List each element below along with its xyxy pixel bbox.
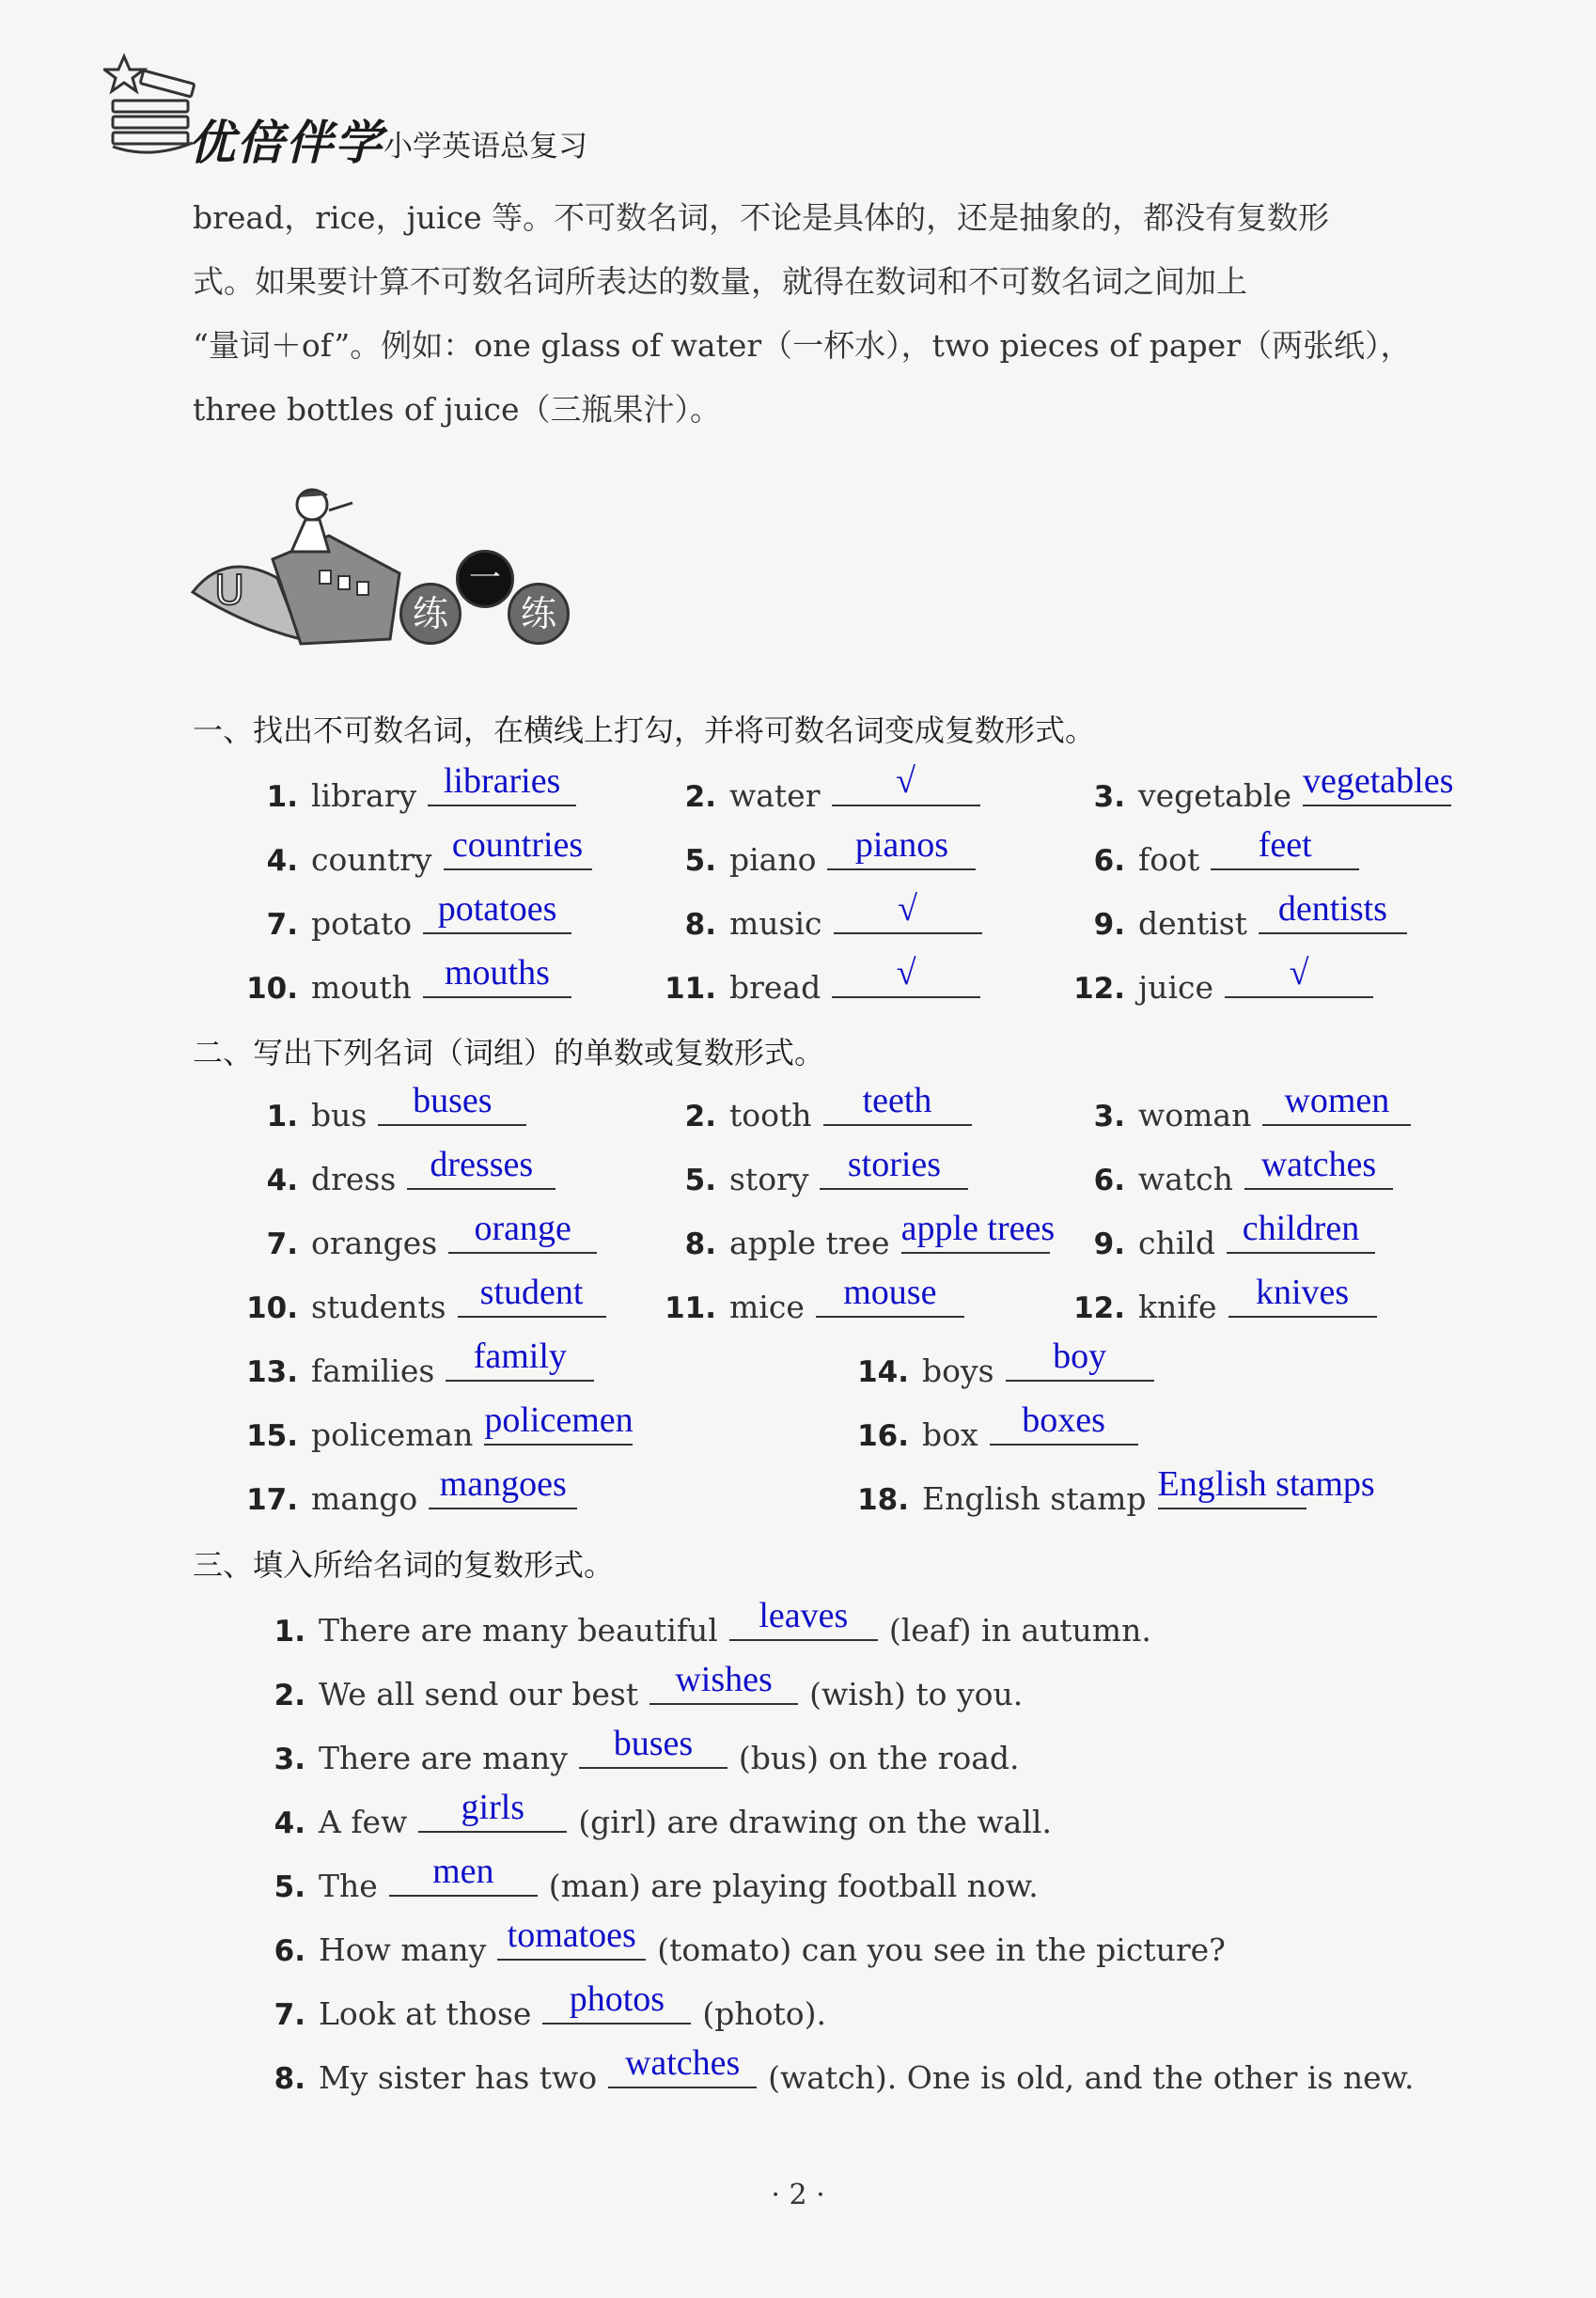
item-word: students	[311, 1289, 446, 1325]
sentence-item	[268, 1915, 1226, 1968]
handwritten-answer: leaves	[759, 1596, 849, 1635]
item-number: 18.	[857, 1483, 909, 1517]
exercise-item	[658, 1081, 972, 1133]
item-number: 8.	[274, 2062, 305, 2096]
handwritten-answer: √	[898, 889, 917, 929]
item-word: mice	[729, 1289, 805, 1325]
exercise-item	[240, 1464, 577, 1517]
item-number: 1.	[274, 1615, 305, 1649]
handwritten-answer: mouse	[843, 1273, 937, 1312]
sentence-item	[268, 1979, 827, 2032]
exercise-item	[851, 1337, 1154, 1389]
handwritten-answer: girls	[461, 1788, 525, 1827]
item-word: watch	[1138, 1161, 1233, 1197]
item-number: 12.	[1073, 972, 1125, 1006]
handwritten-answer: photos	[569, 1979, 665, 2019]
handwritten-answer: potatoes	[437, 889, 557, 929]
item-number: 16.	[857, 1419, 909, 1453]
answer-blank[interactable]	[378, 1081, 526, 1126]
item-number: 4.	[266, 1164, 298, 1197]
answer-blank[interactable]	[418, 1788, 567, 1833]
handwritten-answer: dresses	[430, 1145, 534, 1184]
answer-blank[interactable]	[579, 1724, 728, 1769]
handwritten-answer: wishes	[675, 1660, 773, 1699]
item-word: mouth	[311, 969, 412, 1006]
item-word: child	[1138, 1225, 1215, 1261]
handwritten-answer: men	[432, 1852, 494, 1891]
intro-line: bread，rice，juice 等。不可数名词，不论是具体的，还是抽象的，都没有复数形	[193, 199, 1330, 236]
exercise-item	[240, 1400, 634, 1453]
answer-blank[interactable]	[428, 761, 576, 806]
item-word: English stamp	[922, 1480, 1147, 1517]
intro-line: “量词＋of”。例如：one glass of water（一杯水），two pieces of paper（两张纸），	[193, 327, 1412, 364]
answer-blank[interactable]	[834, 889, 982, 934]
handwritten-answer: mouths	[444, 953, 550, 993]
exercise-item	[240, 1145, 555, 1197]
handwritten-answer: tomatoes	[507, 1915, 636, 1955]
answer-blank[interactable]	[608, 2043, 757, 2088]
answer-blank[interactable]	[832, 953, 980, 998]
exercise-item	[1067, 1081, 1411, 1133]
item-word: bus	[311, 1097, 368, 1133]
handwritten-answer: buses	[613, 1724, 694, 1763]
sentence-after: (tomato) can you see in the picture?	[657, 1931, 1226, 1968]
item-number: 7.	[274, 1998, 305, 2032]
item-number: 6.	[1093, 1164, 1125, 1197]
item-number: 7.	[266, 908, 298, 942]
sentence-item	[268, 1852, 1039, 1904]
intro-paragraph	[193, 186, 1490, 442]
item-number: 11.	[665, 972, 716, 1006]
item-word: potato	[311, 905, 413, 942]
svg-text:U: U	[214, 567, 245, 615]
answer-blank[interactable]	[423, 889, 571, 934]
exercise-item	[240, 825, 592, 878]
sentence-before: Look at those	[319, 1995, 532, 2032]
book-subtitle: 小学英语总复习	[383, 130, 587, 164]
sentence-item	[268, 1596, 1151, 1649]
pencil-star-logo-icon	[103, 49, 197, 162]
item-word: piano	[729, 841, 817, 878]
answer-blank[interactable]	[1157, 1464, 1375, 1509]
item-number: 8.	[684, 908, 716, 942]
exercise-item	[240, 1081, 526, 1133]
answer-blank[interactable]	[458, 1273, 606, 1318]
item-number: 4.	[274, 1806, 305, 1840]
item-number: 5.	[684, 1164, 716, 1197]
answer-blank[interactable]	[1262, 1081, 1411, 1126]
section-1-title: 一、找出不可数名词，在横线上打勾，并将可数名词变成复数形式。	[193, 712, 1096, 748]
item-number: 17.	[246, 1483, 298, 1517]
item-word: country	[311, 841, 432, 878]
handwritten-answer: boxes	[1022, 1400, 1105, 1440]
answer-blank[interactable]	[448, 1209, 597, 1254]
item-word: boys	[922, 1352, 994, 1389]
sentence-after: (wish) to you.	[809, 1676, 1024, 1712]
sentence-after: (leaf) in autumn.	[888, 1612, 1151, 1649]
handwritten-answer: feet	[1258, 825, 1312, 865]
handwritten-answer: watches	[1260, 1145, 1377, 1184]
answer-blank[interactable]	[446, 1337, 594, 1382]
banner-char-yi: 一	[456, 550, 514, 608]
handwritten-answer: student	[479, 1273, 584, 1312]
handwritten-answer: vegetables	[1302, 761, 1454, 801]
exercise-item	[1067, 1209, 1375, 1261]
item-number: 8.	[684, 1227, 716, 1261]
sentence-after: (watch). One is old, and the other is new.	[768, 2059, 1415, 2096]
item-word: bread	[729, 969, 821, 1006]
item-number: 2.	[684, 1100, 716, 1133]
section-3-title: 三、填入所给名词的复数形式。	[193, 1547, 615, 1583]
exercise-item	[240, 953, 571, 1006]
answer-blank[interactable]	[823, 1081, 972, 1126]
section-2-title: 二、写出下列名词（词组）的单数或复数形式。	[193, 1035, 825, 1071]
exercise-item	[658, 889, 982, 942]
handwritten-answer: countries	[451, 825, 584, 865]
handwritten-answer: pianos	[854, 825, 949, 865]
answer-blank[interactable]	[389, 1852, 538, 1897]
sentence-before: The	[319, 1868, 378, 1904]
exercise-item	[851, 1400, 1138, 1453]
answer-blank[interactable]	[649, 1660, 798, 1705]
item-word: apple tree	[729, 1225, 890, 1261]
handwritten-answer: √	[1289, 953, 1309, 993]
answer-blank[interactable]	[1259, 889, 1407, 934]
item-number: 3.	[274, 1743, 305, 1776]
banner-char-lian-2: 练	[508, 583, 570, 645]
item-number: 9.	[1093, 908, 1125, 942]
handwritten-answer: buses	[413, 1081, 493, 1120]
item-number: 1.	[266, 780, 298, 814]
item-number: 5.	[274, 1870, 305, 1904]
item-number: 13.	[246, 1355, 298, 1389]
page-number: · 2 ·	[771, 2179, 825, 2212]
answer-blank[interactable]	[444, 825, 592, 870]
handwritten-answer: boy	[1053, 1337, 1107, 1376]
item-number: 10.	[246, 972, 298, 1006]
handwritten-answer: √	[896, 953, 916, 993]
item-word: box	[922, 1416, 978, 1453]
answer-blank[interactable]	[497, 1915, 646, 1961]
exercise-item	[1067, 761, 1454, 814]
handwritten-answer: family	[473, 1337, 567, 1376]
sentence-item	[268, 1660, 1024, 1712]
answer-blank[interactable]	[729, 1596, 878, 1641]
exercise-item	[658, 953, 980, 1006]
handwritten-answer: teeth	[862, 1081, 932, 1120]
answer-blank[interactable]	[423, 953, 571, 998]
sentence-after: (photo).	[702, 1995, 827, 2032]
exercise-item	[658, 1145, 968, 1197]
item-word: families	[311, 1352, 435, 1389]
sentence-after: (bus) on the road.	[738, 1740, 1020, 1776]
answer-blank[interactable]	[827, 825, 976, 870]
item-number: 5.	[684, 844, 716, 878]
exercise-item	[658, 1209, 1056, 1261]
answer-blank[interactable]	[429, 1464, 577, 1509]
sentence-item	[268, 1724, 1020, 1776]
handwritten-answer: dentists	[1277, 889, 1387, 929]
sentence-item	[268, 1788, 1052, 1840]
item-number: 6.	[1093, 844, 1125, 878]
answer-blank[interactable]	[1211, 825, 1359, 870]
exercise-item	[1067, 953, 1373, 1006]
handwritten-answer: apple trees	[900, 1209, 1056, 1248]
answer-blank[interactable]	[820, 1145, 968, 1190]
exercise-item	[658, 825, 976, 878]
answer-blank[interactable]	[816, 1273, 964, 1318]
handwritten-answer: policemen	[484, 1400, 634, 1440]
handwritten-answer: women	[1284, 1081, 1390, 1120]
answer-blank[interactable]	[542, 1979, 691, 2024]
intro-line: three bottles of juice（三瓶果汁）。	[193, 391, 721, 428]
exercise-item	[851, 1464, 1375, 1517]
item-word: dentist	[1138, 905, 1247, 942]
handwritten-answer: English stamps	[1157, 1464, 1375, 1504]
answer-blank[interactable]	[484, 1400, 634, 1446]
answer-blank[interactable]	[1302, 761, 1454, 806]
item-word: music	[729, 905, 822, 942]
item-word: knife	[1138, 1289, 1217, 1325]
practice-banner	[188, 484, 583, 653]
handwritten-answer: libraries	[443, 761, 561, 801]
item-word: oranges	[311, 1225, 438, 1261]
item-word: tooth	[729, 1097, 812, 1133]
item-number: 2.	[274, 1679, 305, 1712]
answer-blank[interactable]	[407, 1145, 555, 1190]
item-word: woman	[1138, 1097, 1252, 1133]
exercise-item	[240, 889, 571, 942]
exercise-item	[1067, 889, 1407, 942]
answer-blank[interactable]	[990, 1400, 1138, 1446]
item-word: library	[311, 777, 417, 814]
exercise-item	[240, 761, 576, 814]
exercise-item	[240, 1337, 594, 1389]
item-number: 9.	[1093, 1227, 1125, 1261]
handwritten-answer: children	[1242, 1209, 1360, 1248]
sentence-before: How many	[319, 1931, 487, 1968]
item-word: vegetable	[1138, 777, 1291, 814]
sentence-before: There are many	[319, 1740, 568, 1776]
item-number: 4.	[266, 844, 298, 878]
handwritten-answer: stories	[847, 1145, 942, 1184]
item-word: mango	[311, 1480, 418, 1517]
answer-blank[interactable]	[900, 1209, 1056, 1254]
handwritten-answer: √	[896, 761, 915, 801]
answer-blank[interactable]	[1225, 953, 1373, 998]
sentence-before: My sister has two	[319, 2059, 598, 2096]
item-number: 1.	[266, 1100, 298, 1133]
answer-blank[interactable]	[1227, 1209, 1375, 1254]
handwritten-answer: watches	[624, 2043, 741, 2083]
exercise-item	[240, 1209, 597, 1261]
item-number: 14.	[857, 1355, 909, 1389]
sentence-item	[268, 2043, 1415, 2096]
item-word: foot	[1138, 841, 1200, 878]
item-number: 6.	[274, 1934, 305, 1968]
item-number: 12.	[1073, 1291, 1125, 1325]
exercise-item	[658, 1273, 964, 1325]
handwritten-answer: orange	[474, 1209, 571, 1248]
item-word: story	[729, 1161, 809, 1197]
item-number: 11.	[665, 1291, 716, 1325]
answer-blank[interactable]	[1006, 1337, 1154, 1382]
answer-blank[interactable]	[1228, 1273, 1377, 1318]
sentence-after: (girl) are drawing on the wall.	[578, 1804, 1052, 1840]
item-number: 3.	[1093, 1100, 1125, 1133]
item-number: 7.	[266, 1227, 298, 1261]
answer-blank[interactable]	[832, 761, 980, 806]
exercise-item	[240, 1273, 606, 1325]
exercise-item	[1067, 1145, 1393, 1197]
item-word: dress	[311, 1161, 397, 1197]
handwritten-answer: mangoes	[439, 1464, 567, 1504]
exercise-item	[1067, 825, 1359, 878]
item-number: 10.	[246, 1291, 298, 1325]
item-number: 2.	[684, 780, 716, 814]
answer-blank[interactable]	[1244, 1145, 1393, 1190]
sentence-before: We all send our best	[319, 1676, 639, 1712]
sentence-after: (man) are playing football now.	[548, 1868, 1039, 1904]
handwritten-answer: knives	[1255, 1273, 1350, 1312]
item-word: policeman	[311, 1416, 474, 1453]
exercise-item	[658, 761, 980, 814]
item-number: 3.	[1093, 780, 1125, 814]
banner-char-lian: 练	[399, 583, 462, 645]
item-number: 15.	[246, 1419, 298, 1453]
sentence-before: A few	[319, 1804, 408, 1840]
exercise-item	[1067, 1273, 1377, 1325]
sentence-before: There are many beautiful	[319, 1612, 718, 1649]
item-word: juice	[1138, 969, 1214, 1006]
brand-title: 优倍伴学	[188, 115, 383, 170]
item-word: water	[729, 777, 821, 814]
intro-line: 式。如果要计算不可数名词所表达的数量，就得在数词和不可数名词之间加上	[193, 263, 1247, 300]
